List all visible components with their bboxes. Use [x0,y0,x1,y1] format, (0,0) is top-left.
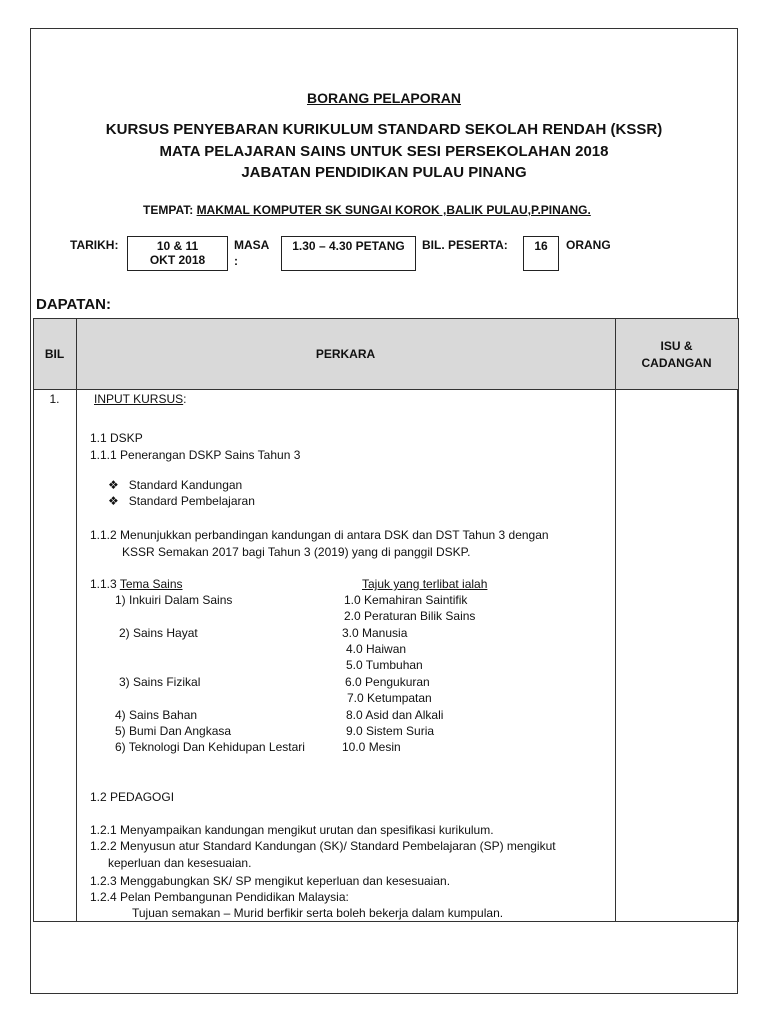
tajuk-item: 1.0 Kemahiran Saintifik [344,593,468,607]
tema-heading: Tema Sains [119,577,183,591]
peserta-value: 16 [534,239,548,253]
course-title-line1: KURSUS PENYEBARAN KURIKULUM STANDARD SEKOLAH RENDAH (KSSR) [105,121,663,138]
table-col-divider-1 [76,318,77,922]
col-header-isu-line1: ISU & [660,339,693,353]
section-1-1-3-number: 1.1.3 [90,577,120,591]
tema-item: 4) Sains Bahan [115,708,198,722]
table-col-divider-2 [615,318,616,922]
tajuk-item: 8.0 Asid dan Alkali [346,708,444,722]
bullet-text: Standard Pembelajaran [128,494,255,508]
col-header-perkara: PERKARA [315,347,376,361]
section-1-2: 1.2 PEDAGOGI [90,790,175,804]
peserta-box [523,236,559,271]
section-1-1-2-line1: 1.1.2 Menunjukkan perbandingan kandungan di antara DSK dan DST Tahun 3 dengan [90,528,549,542]
tajuk-item: 10.0 Mesin [342,740,401,754]
tajuk-item: 9.0 Sistem Suria [346,724,435,738]
tempat-value: MAKMAL KOMPUTER SK SUNGAI KOROK ,BALIK PULAU,P.PINANG. [196,203,591,217]
input-kursus-text: INPUT KURSUS [94,392,184,406]
table-left-border [33,318,34,922]
section-1-1-1: 1.1.1 Penerangan DSKP Sains Tahun 3 [90,448,301,462]
tarikh-value-line2: OKT 2018 [149,253,206,267]
masa-label: MASA [234,238,270,252]
pedagogi-item-1-2-4: 1.2.4 Pelan Pembangunan Pendidikan Malaysia: [90,890,349,904]
tema-item: 1) Inkuiri Dalam Sains [115,593,233,607]
masa-colon: : [234,254,238,268]
pedagogi-item-1-2-2-line2: keperluan dan kesesuaian. [108,856,252,870]
tarikh-value-line1: 10 & 11 [156,239,199,253]
tajuk-heading: Tajuk yang terlibat ialah [362,577,488,591]
tajuk-item: 5.0 Tumbuhan [346,658,423,672]
masa-box [281,236,416,271]
tajuk-item: 4.0 Haiwan [346,642,407,656]
dapatan-label: DAPATAN: [36,296,111,313]
table-right-border [738,318,739,922]
table-bottom-border [33,921,739,922]
bullet-item [108,494,255,508]
tajuk-item: 7.0 Ketumpatan [347,691,432,705]
tempat-row [143,203,591,217]
masa-value: 1.30 – 4.30 PETANG [292,239,405,253]
section-1-1-2-line2: KSSR Semakan 2017 bagi Tahun 3 (2019) yang di panggil DSKP. [122,545,471,559]
diamond-bullet-icon: ❖ [108,478,119,492]
tarikh-label: TARIKH: [70,238,119,252]
tempat-label: TEMPAT: [143,203,194,217]
tema-item: 2) Sains Hayat [119,626,198,640]
tajuk-item: 3.0 Manusia [342,626,408,640]
peserta-unit: ORANG [566,238,611,252]
bullet-item [108,478,242,492]
pedagogi-item-1-2-1: 1.2.1 Menyampaikan kandungan mengikut urutan dan spesifikasi kurikulum. [90,823,494,837]
input-kursus-colon: : [183,392,187,406]
row-number: 1. [49,392,60,406]
tema-item: 5) Bumi Dan Angkasa [115,724,232,738]
peserta-label: BIL. PESERTA: [422,238,508,252]
pedagogi-item-1-2-2-line1: 1.2.2 Menyusun atur Standard Kandungan (SK)/ Standard Pembelajaran (SP) mengikut [90,839,556,853]
input-kursus-heading [94,392,186,406]
course-title-line3: JABATAN PENDIDIKAN PULAU PINANG [241,164,527,181]
col-header-bil: BIL [44,347,65,361]
form-title: BORANG PELAPORAN [306,90,461,106]
section-1-1-3 [90,577,183,591]
col-header-isu-line2: CADANGAN [641,356,712,370]
table-header-bottom-border [33,389,739,390]
pedagogi-item-1-2-3: 1.2.3 Menggabungkan SK/ SP mengikut keperluan dan kesesuaian. [90,874,451,888]
diamond-bullet-icon: ❖ [108,494,119,508]
table-top-border [33,318,739,319]
section-1-1: 1.1 DSKP [90,431,143,445]
tajuk-item: 6.0 Pengukuran [345,675,430,689]
course-title-line2: MATA PELAJARAN SAINS UNTUK SESI PERSEKOLAHAN 2018 [159,143,609,160]
tema-item: 3) Sains Fizikal [119,675,201,689]
pedagogi-item-1-2-4-detail: Tujuan semakan – Murid berfikir serta boleh bekerja dalam kumpulan. [132,906,504,920]
tarikh-box [127,236,228,271]
tema-item: 6) Teknologi Dan Kehidupan Lestari [115,740,305,754]
bullet-text: Standard Kandungan [128,478,243,492]
tajuk-item: 2.0 Peraturan Bilik Sains [344,609,476,623]
